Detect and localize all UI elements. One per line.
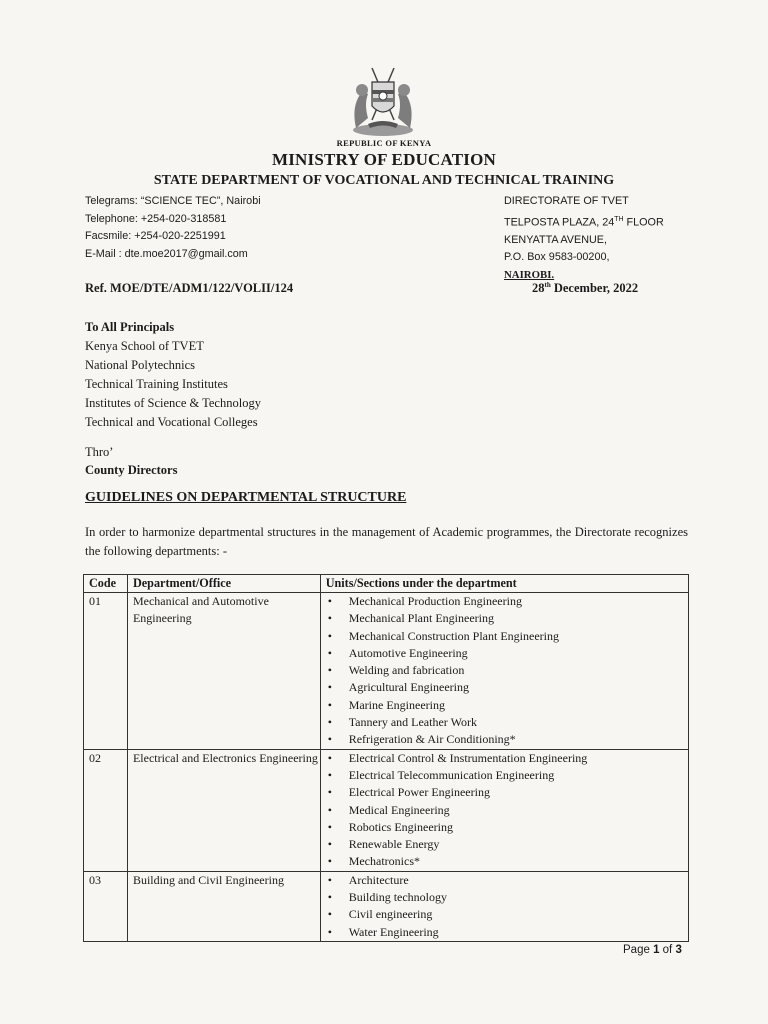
address-line-3: KENYATTA AVENUE, (504, 233, 607, 246)
page-number: Page 1 of 3 (623, 944, 682, 956)
department-name: Electrical and Electronics Engineering (127, 749, 320, 871)
unit-item: • Robotics Engineering (326, 819, 688, 836)
unit-item: • Mechatronics* (326, 853, 688, 870)
unit-item: • Mechanical Plant Engineering (326, 610, 688, 627)
letter-date: 28th December, 2022 (532, 281, 639, 296)
intro-paragraph: In order to harmonize departmental structures in the management of Academic programmes, the Directorate recognizes the following departments: - (85, 525, 688, 558)
unit-item: • Medical Engineering (326, 802, 688, 819)
telephone-line: Telephone: +254-020-318581 (85, 212, 227, 225)
unit-item: • Electrical Control & Instrumentation Engineering (326, 750, 688, 767)
telegrams-line: Telegrams: “SCIENCE TEC”, Nairobi (85, 195, 261, 207)
reference-number: Ref. MOE/DTE/ADM1/122/VOLII/124 (85, 281, 294, 295)
recipient-item: National Polytechnics (85, 358, 196, 372)
department-name: Building and Civil Engineering (127, 871, 320, 941)
department-name: Mechanical and Automotive Engineering (127, 593, 320, 750)
recipient-item: Kenya School of TVET (85, 339, 204, 353)
units-cell (320, 871, 688, 941)
unit-item: • Architecture (326, 872, 688, 889)
unit-item: • Civil engineering (326, 906, 688, 923)
column-header-code: Code (84, 575, 128, 593)
unit-item: • Building technology (326, 889, 688, 906)
department-code: 03 (84, 871, 128, 941)
table-row (84, 749, 689, 871)
recipient-item: Technical and Vocational Colleges (85, 415, 258, 429)
unit-item: • Agricultural Engineering (326, 679, 688, 696)
facsimile-line: Facsmile: +254-020-2251991 (85, 230, 226, 243)
unit-item: • Refrigeration & Air Conditioning* (326, 731, 688, 748)
table-header-row (84, 575, 689, 593)
address-city: NAIROBI. (504, 268, 555, 281)
department-code: 01 (84, 593, 128, 750)
kenya-coat-of-arms-icon (342, 60, 424, 138)
unit-item: • Mechanical Construction Plant Engineering (326, 628, 688, 645)
units-cell (320, 593, 688, 750)
email-line: E-Mail : dte.moe2017@gmail.com (85, 247, 248, 260)
department-code: 02 (84, 749, 128, 871)
recipient-item: Institutes of Science & Technology (85, 396, 261, 410)
unit-item: • Renewable Energy (326, 836, 688, 853)
section-heading: GUIDELINES ON DEPARTMENTAL STRUCTURE (85, 490, 407, 505)
unit-item: • Welding and fabrication (326, 662, 688, 679)
units-cell (320, 749, 688, 871)
state-department-title: STATE DEPARTMENT OF VOCATIONAL AND TECHNICAL TRAINING (153, 173, 615, 188)
unit-item: • Tannery and Leather Work (326, 714, 688, 731)
unit-item: • Electrical Telecommunication Engineering (326, 767, 688, 784)
recipients-heading: To All Principals (85, 320, 175, 334)
unit-item: • Electrical Power Engineering (326, 784, 688, 801)
address-line-4: P.O. Box 9583-00200, (504, 251, 610, 264)
through-recipient: County Directors (85, 463, 178, 477)
address-line-1: DIRECTORATE OF TVET (504, 195, 629, 207)
address-line-2: TELPOSTA PLAZA, 24TH FLOOR (504, 215, 664, 229)
recipients-block (85, 318, 261, 432)
departments-table (83, 574, 689, 942)
column-header-units: Units/Sections under the department (320, 575, 688, 593)
unit-item: • Water Engineering (326, 924, 688, 941)
through-label: Thro’ (85, 445, 114, 459)
unit-item: • Marine Engineering (326, 697, 688, 714)
unit-item: • Mechanical Production Engineering (326, 593, 688, 610)
unit-item: • Automotive Engineering (326, 645, 688, 662)
address-block (504, 193, 664, 285)
recipient-item: Technical Training Institutes (85, 377, 228, 391)
contact-block (85, 193, 261, 263)
republic-label: REPUBLIC OF KENYA (336, 138, 432, 148)
ministry-title: MINISTRY OF EDUCATION (272, 150, 496, 169)
table-row (84, 593, 689, 750)
column-header-department: Department/Office (127, 575, 320, 593)
through-block (85, 443, 177, 479)
table-row (84, 871, 689, 941)
